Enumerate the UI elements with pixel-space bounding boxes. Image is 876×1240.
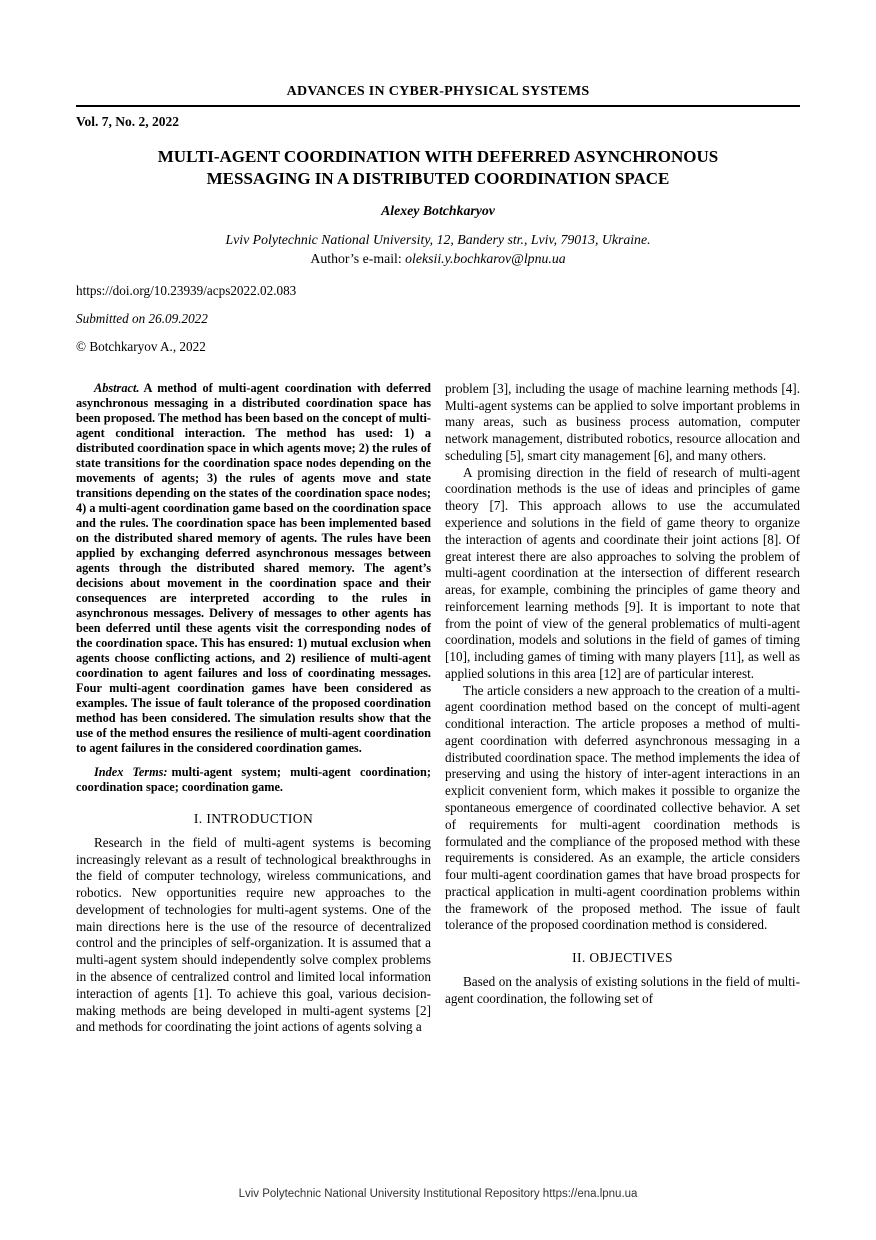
section-heading-introduction: I. INTRODUCTION: [193, 810, 314, 826]
repository-footer: Lviv Polytechnic National University Institutional Repository https://ena.lpnu.ua: [238, 1188, 638, 1200]
author-name: Alexey Botchkaryov: [381, 202, 495, 218]
left-column: [76, 381, 431, 1036]
body-paragraph-game-theory: A promising direction in the field of research of multi-agent coordination methods is the use of ideas and principles of game theory [7]. This approach allows to use the accumulated experience and solutions in the field of game theory to organize the interaction of agents and coordinate their joint actions [8]. Of great interest there are also approaches to solving the problem of multi-agent coordination at the intersection of different research areas, for example, combining the principles of game theory and reinforcement learning methods [9]. It is important to note that from the point of view of the general problematics of multi-agent coordination, models and solutions in the field of games of timing [10], including games of timing with many players [11], as well as applied solutions in this area [12] are of particular interest.: [445, 464, 800, 681]
article-title: MULTI-AGENT COORDINATION WITH DEFERRED ASYNCHRONOUS MESSAGING IN A DISTRIBUTED COORDINATION SPACE: [157, 147, 719, 189]
submitted-date: Submitted on 26.09.2022: [76, 310, 208, 326]
index-terms-label: Index Terms:: [94, 764, 168, 779]
affiliation: Lviv Polytechnic National University, 12, Bandery str., Lviv, 79013, Ukraine.: [225, 231, 651, 247]
abstract-label: Abstract.: [94, 380, 140, 395]
introduction-paragraph: Research in the field of multi-agent systems is becoming increasingly relevant as a result of technological breakthroughs in the field of computer technology, wireless communications, and robotics. New opportunities require new approaches to the development of technologies for multi-agent systems. One of the main directions here is the use of the resource of decentralized control and the principles of self-organization. It is assumed that a multi-agent system should independently solve complex problems in the absence of centralized control and limited local information interaction of agents [1]. To achieve this goal, various decision-making methods are being developed in multi-agent systems [2] and methods for coordinating the joint actions of agents solving a: [76, 834, 431, 1035]
header-rule: [76, 105, 800, 107]
volume-line: Vol. 7, No. 2, 2022: [76, 114, 180, 129]
author-email: oleksii.y.bochkarov@lpnu.ua: [405, 250, 566, 266]
right-column: [445, 381, 800, 1036]
body-paragraph-continuation: problem [3], including the usage of machine learning methods [4]. Multi-agent systems can be applied to solve important problems in many areas, such as business process automation, computer network management, distributed robotics, resource allocation and scheduling [5], smart city management [6], and many others.: [445, 380, 800, 463]
email-line: [76, 251, 800, 267]
objectives-paragraph: Based on the analysis of existing solutions in the field of multi-agent coordination, the following set of: [445, 974, 800, 1006]
index-terms-paragraph: [76, 765, 431, 795]
copyright-line: © Botchkaryov A., 2022: [76, 338, 206, 354]
journal-header: ADVANCES IN CYBER-PHYSICAL SYSTEMS: [286, 84, 590, 99]
index-terms-text: multi-agent system; multi-agent coordination; coordination space; coordination game.: [76, 764, 431, 794]
body-paragraph-article-overview: The article considers a new approach to the creation of a multi-agent coordination method based on the concept of multi-agent conditional interaction. The article proposes a method of multi-agent coordination with deferred asynchronous messaging in a distributed coordination space. The method implements the idea of preserving and using the history of inter-agent interactions in an explicit convenient form, which makes it possible to organize the spontaneous emergence of coordinated collective behavior. A set of requirements for multi-agent coordination methods is formulated and the compliance of the proposed method with these requirements is considered. As an example, the article considers four multi-agent coordination games that have broad prospects for practical application in multi-agent coordination problems within the framework of the proposed method. The issue of fault tolerance of the proposed coordination method is considered.: [445, 682, 800, 933]
email-label: Author’s e-mail:: [310, 250, 402, 266]
abstract-paragraph: [76, 381, 431, 756]
abstract-text: A method of multi-agent coordination with deferred asynchronous messaging in a distributed coordination space has been proposed. The method has been based on the concept of multi-agent conditional interaction. The method has used: 1) a distributed coordination space in which agents move; 2) the rules of state transitions for the coordination space nodes depending on the movements of agents; 3) the rules of agents move and state transitions depending on the states of the coordination space nodes; 4) a multi-agent coordination game based on the coordination space and the rules. The coordination space has been implemented based on the distributed shared memory of agents. The rules have been applied by exchanging deferred asynchronous messages between agents through the distributed shared memory. The agent’s decisions about movement in the coordination space and their consequences are interpreted according to the rules in asynchronous messages. Delivery of messages to other agents has been deferred until these agents visit the corresponding nodes of the coordination space. This has ensured: 1) mutual exclusion when agents choose conflicting actions, and 2) resilience of multi-agent coordination to agent failures and loss of coordinating messages. Four multi-agent coordination games have been considered as examples. The issue of fault tolerance of the proposed coordination method has been considered. The simulation results show that the use of the method ensures the resilience of multi-agent coordination to agent failures in the considered coordination games.: [76, 380, 431, 755]
section-heading-objectives: II. OBJECTIVES: [572, 950, 673, 966]
two-column-body: [76, 381, 800, 1036]
doi-link: https://doi.org/10.23939/acps2022.02.083: [76, 282, 297, 298]
